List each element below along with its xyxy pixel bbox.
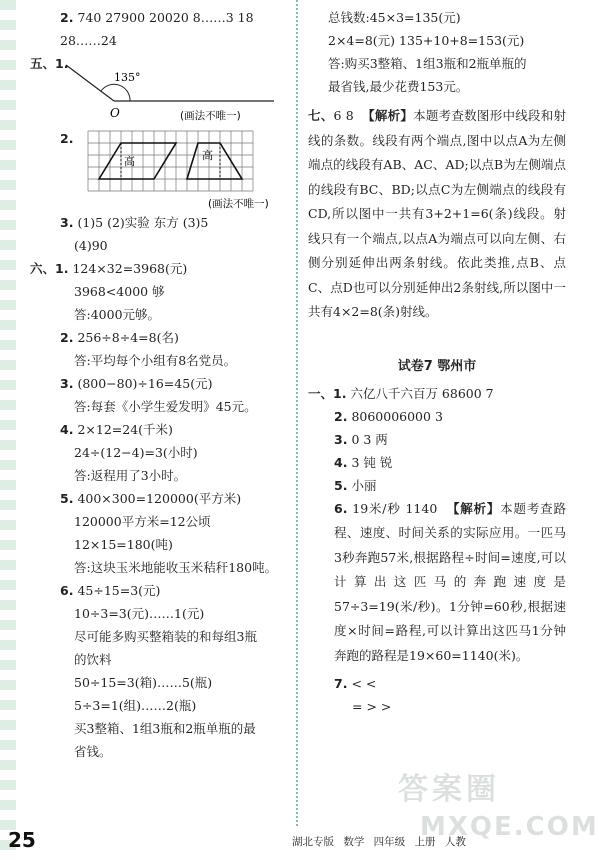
- drawing-note: (画法不唯一): [180, 110, 241, 122]
- answer-line: 5. 400×300=120000(平方米): [60, 491, 242, 506]
- answer-line: 28……24: [60, 33, 117, 48]
- answer-line: 50÷15=3(箱)……5(瓶): [74, 675, 213, 690]
- page-number: 25: [8, 828, 36, 852]
- answer-line: 答:4000元够。: [74, 307, 161, 322]
- answer-line: 答:购买3整箱、1组3瓶和2瓶单瓶的: [328, 56, 527, 71]
- answer-line: 答:返程用了3小时。: [74, 468, 187, 483]
- answer-line: 六、1. 124×32=3968(元): [30, 261, 188, 276]
- answer-line: 答:这块玉米地能收玉米秸秆180吨。: [74, 560, 278, 575]
- watermark-logo: 答案圈 MXQE.COM: [398, 772, 599, 842]
- answer-line: 3. 0 3 两: [334, 431, 388, 447]
- answer-line: = > >: [352, 699, 392, 714]
- decorative-border: [0, 0, 16, 860]
- answer-line: 最省钱,最少花费153元。: [328, 79, 469, 94]
- answer-line: 3968<4000 够: [74, 284, 165, 299]
- right-column: [308, 6, 566, 718]
- test-heading: 试卷7 鄂州市: [397, 358, 477, 374]
- q6-explanation: 6. 19米/秒 1140 【解析】本题考查路程、速度、时间关系的实际应用。一匹马3秒奔跑57米,根据路程÷时间=速度,可以计算出这匹马的奔跑速度是57÷3=19(米/秒)。1分钟=60秒,根据速度×时间=路程,可以计算出这匹马1分钟奔跑的路程是19×60=1140(米)。: [334, 500, 566, 663]
- answer-line: 2. 740 27900 20020 8……3 18: [60, 10, 254, 25]
- section-5-q2: 2.: [60, 131, 74, 146]
- answer-line: 买3整箱、1组3瓶和2瓶单瓶的最: [74, 721, 256, 736]
- answer-line: 120000平方米=12公顷: [74, 514, 211, 529]
- footer-info: 湖北专版 数学 四年级 上册 人教: [292, 836, 466, 848]
- answer-line: 2. 256÷8÷4=8(名): [60, 330, 179, 345]
- section-5-q1: 五、1.: [30, 56, 69, 71]
- answer-line: 10÷3=3(元)……1(元): [74, 606, 205, 621]
- answer-line: 一、1. 六亿八千六百万 68600 7: [308, 385, 494, 401]
- answer-line: 3. (1)5 (2)实验 东方 (3)5: [60, 215, 209, 230]
- answer-line: (4)90: [74, 238, 108, 253]
- height-label-b: 高: [202, 149, 213, 162]
- parallelogram-shape: [99, 143, 176, 179]
- answer-line: 总钱数:45×3=135(元): [328, 10, 461, 25]
- answer-line: 答:平均每个小组有8名党员。: [74, 353, 237, 368]
- angle-diagram: [30, 71, 280, 127]
- angle-value-label: 135°: [114, 71, 141, 84]
- answer-line: 答:每套《小学生爱发明》45元。: [74, 399, 257, 414]
- answer-line: 5÷3=1(组)……2(瓶): [74, 698, 197, 713]
- angle-vertex-label: O: [110, 106, 120, 120]
- angle-arc: [101, 84, 130, 101]
- trapezoid-shape: [187, 143, 242, 179]
- drawing-note: (画法不唯一): [208, 198, 269, 210]
- section-label: 五、: [30, 56, 56, 71]
- left-column: [30, 6, 288, 763]
- column-divider: [296, 0, 298, 826]
- answer-line: 7. < <: [334, 676, 377, 691]
- answer-line: 尽可能多购买整箱装的和每组3瓶: [74, 629, 257, 644]
- answer-line: 2. 8060006000 3: [334, 408, 443, 424]
- answer-line: 的饮料: [74, 652, 112, 667]
- answer-line: 3. (800−80)÷16=45(元): [60, 376, 213, 391]
- answer-line: 24÷(12−4)=3(小时): [74, 445, 198, 460]
- answer-line: 5. 小丽: [334, 477, 377, 493]
- angle-figure: [30, 71, 288, 127]
- grid-lines: [88, 131, 253, 191]
- answer-line: 2×4=8(元) 135+10+8=153(元): [328, 33, 525, 48]
- answer-line: 4. 2×12=24(千米): [60, 422, 173, 437]
- answer-line: 6. 45÷15=3(元): [60, 583, 161, 598]
- section-7-explanation: 七、6 8 【解析】本题考查数图形中线段和射线的条数。线段有两个端点,图中以点A为左侧端点的线段有AB、AC、AD;以点B为左侧端点的线段有BC、BD;以点C为左侧端点的线段有CD,所以图中一共有3+2+1=6(条)线段。射线只有一个端点,以点A为端点可以向左侧、右侧分别延伸出两条射线。依此类推,点B、点C、点D也可以分别延伸出2条射线,所以图中一共有4×2=8(条)射线。: [308, 108, 566, 319]
- grid-figure: [30, 127, 288, 211]
- answer-line: 4. 3 钝 锐: [334, 454, 393, 470]
- grid-diagram: [30, 127, 288, 211]
- answer-line: 12×15=180(吨): [74, 537, 173, 552]
- page-footer: [0, 826, 574, 860]
- answer-line: 省钱。: [74, 744, 112, 759]
- height-label-a: 高: [124, 155, 135, 168]
